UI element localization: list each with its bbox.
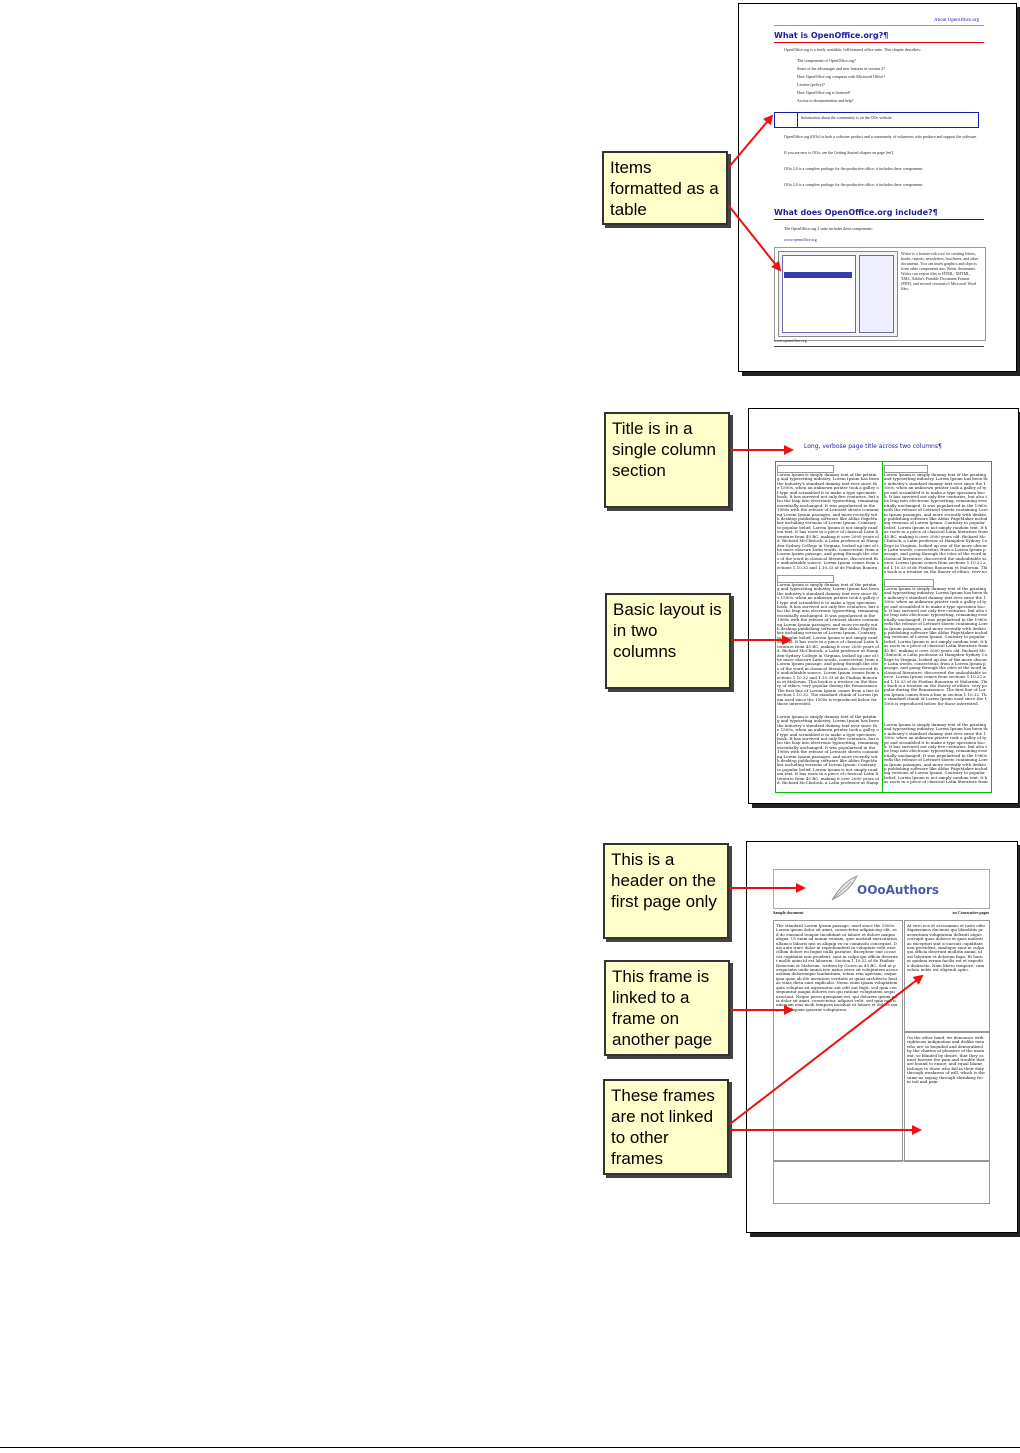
thumb1-header-text: About OpenOffice.org	[934, 18, 980, 23]
thumb1-link[interactable]: www.openoffice.org	[784, 237, 817, 242]
thumb2-right-text-2: Lorem Ipsum is simply dummy text of the printing and typesetting industry. Lorem Ipsum has been the industry's standard dummy text ever since the 1500s, when an unknown printer took a galley of type and scrambled it to make a type specimen book. It has survived not only five centuries, but also the leap into electronic typesetting, remaining essentially unchanged. It was popularised in the 1960s with the release of Letraset sheets containing Lorem Ipsum passages, and more recently with desktop publishing software like Aldus PageMaker including versions of Lorem Ipsum. Contrary to popular belief, Lorem Ipsum is not simply random text. It has roots in a piece of classical Latin literature from 45 BC, making it over 2000 years old. Richard McClintock, a Latin professor at Hampden-Sydney College in Virginia, looked up one of the more obscure Latin words, consectetur, from a Lorem Ipsum passage, and going through the cites of the word in classical literature, discovered the undoubtable source. Lorem Ipsum comes from sections 1.10.32 and 1.10.33 of de Finibus Bonorum et Malorum. This book is a treatise on the theory of ethics, very popular during the Renaissance. The first line of Lorem Ipsum comes from a line in section 1.10.32. The standard chunk of Lorem Ipsum used since the 1500s is reproduced below for those interested.	[884, 587, 988, 706]
arrow-table-1	[729, 116, 772, 167]
thumb1-para-6: The OpenOffice.org 2 suite includes these components:	[784, 226, 873, 231]
callout-frame-linked: This frame is linked to a frame on another page	[604, 960, 730, 1056]
thumb1-note-cell-text: Information about the community is on the OOo website.	[801, 115, 893, 120]
thumb3-right-text-2: On the other hand, we denounce with righteous indignation and dislike men who are so beguiled and demoralized by the charms of pleasure of the moment, so blinded by desire, that they cannot foresee the pain and trouble that are bound to ensue; and equal blame belongs to those who fail in their duty through weakness of will, which is the same as saying through shrinking from toil and pain.	[907, 1036, 985, 1085]
thumb2-right-text-3: Lorem Ipsum is simply dummy text of the printing and typesetting industry. Lorem Ipsum has been the industry's standard dummy text ever since the 1500s, when an unknown printer took a galley of type and scrambled it to make a type specimen book. It has survived not only five centuries, but also the leap into electronic typesetting, remaining essentially unchanged. It was popularised in the 1960s with the release of Letraset sheets containing Lorem Ipsum passages, and more recently with desktop publishing software like Aldus PageMaker including versions of Lorem Ipsum. Contrary to popular belief, Lorem Ipsum is not simply random text. It has roots in a piece of classical Latin literature from	[884, 723, 988, 785]
arrow-not-linked-1	[730, 976, 922, 1124]
list-item: License (policy)?	[797, 82, 825, 87]
list-item: Access to documentation and help?	[797, 98, 854, 103]
thumb2-right-text-1: Lorem Ipsum is simply dummy text of the printing and typesetting industry. Lorem Ipsum has been the industry's standard dummy text ever since the 1500s, when an unknown printer took a galley of type and scrambled it to make a type specimen book. It has survived not only five centuries, but also the leap into electronic typesetting, remaining essentially unchanged. It was popularised in the 1960s with the release of Letraset sheets containing Lorem Ipsum passages, and more recently with desktop publishing software like Aldus PageMaker including versions of Lorem Ipsum. Contrary to popular belief, Lorem Ipsum is not simply random text. It has roots in a piece of classical Latin literature from 45 BC, making it over 2000 years old. Richard McClintock, a Latin professor at Hampden-Sydney College in Virginia, looked up one of the more obscure Latin words, consectetur, from a Lorem Ipsum passage, and going through the cites of the word in classical literature, discovered the undoubtable source. Lorem Ipsum comes from sections 1.10.32 and 1.10.33 of de Finibus Bonorum et Malorum. This book is a treatise on the theory of ethics, very po	[884, 473, 988, 573]
thumb1-heading-1: What is OpenOffice.org?¶	[774, 31, 889, 40]
thumb1-box-text: Writer is a feature-rich tool for creating letters, books, reports, newsletters, brochures, and other documents. You can insert graphics and objects from other components into Writer documents. Writer can export files to HTML, XHTML, XML, Adobe's Portable Document Format (PDF), and several versions of Microsoft Word files.	[901, 251, 979, 291]
thumb1-intro: OpenOffice.org is a freely available, full-featured office suite. This chapter describes:	[784, 47, 921, 52]
callout-header-first-page: This is a header on the first page only	[603, 843, 729, 939]
thumb2-title: Long, verbose page title across two columns¶	[804, 443, 942, 450]
list-item: How OpenOffice.org is licensed?	[797, 90, 851, 95]
arrow-table-2	[729, 206, 780, 270]
thumb1-para-3: If you are new to OOo, see the Getting Started chapter on page [ref].	[784, 150, 894, 155]
page-footer-rule	[0, 1447, 1020, 1448]
thumb1-para-5: OOo 2.0 is a complete package for the productive office; it includes these components:	[784, 182, 924, 187]
thumb3-left-text: The standard Lorem Ipsum passage, used since the 1500s. Lorem ipsum dolor sit amet, consectetur adipisicing elit, sed do eiusmod tempor incididunt ut labore et dolore magna aliqua. Ut enim ad minim veniam, quis nostrud exercitation ullamco laboris nisi ut aliquip ex ea commodo consequat. Duis aute irure dolor in reprehenderit in voluptate velit esse cillum dolore eu fugiat nulla pariatur. Excepteur sint occaecat cupidatat non proident, sunt in culpa qui officia deserunt mollit anim id est laborum. Section 1.10.32 of de Finibus Bonorum et Malorum, written by Cicero in 45 BC. Sed ut perspiciatis unde omnis iste natus error sit voluptatem accusantium doloremque laudantium, totam rem aperiam, eaque ipsa quae ab illo inventore veritatis et quasi architecto beatae vitae dicta sunt explicabo. Nemo enim ipsam voluptatem quia voluptas sit aspernatur aut odit aut fugit, sed quia consequuntur magni dolores eos qui ratione voluptatem sequi nesciunt. Neque porro quisquam est, qui dolorem ipsum quia dolor sit amet, consectetur, adipisci velit, sed quia non numquam eius modi tempora incidunt ut labore et dolore magnam aliquam quaerat voluptatem.	[776, 924, 898, 1012]
thumb3-logo: OOoAuthors	[857, 883, 940, 897]
list-item: Some of the advantages and new features in version 2?	[797, 66, 885, 71]
callout-frames-not-linked: These frames are not linked to other frames	[603, 1079, 729, 1175]
thumb1-heading-2: What does OpenOffice.org include?¶	[774, 208, 938, 217]
thumb2-left-text-2: Lorem Ipsum is simply dummy text of the printing and typesetting industry. Lorem Ipsum has been the industry's standard dummy text ever since the 1500s, when an unknown printer took a galley of type and scrambled it to make a type specimen book. It has survived not only five centuries, but also the leap into electronic typesetting, remaining essentially unchanged. It was popularised in the 1960s with the release of Letraset sheets containing Lorem Ipsum passages, and more recently with desktop publishing software like Aldus PageMaker including versions of Lorem Ipsum. Contrary to popular belief, Lorem Ipsum is not simply random text. It has roots in a piece of classical Latin literature from 45 BC, making it over 2000 years old. Richard McClintock, a Latin professor at Hampden-Sydney College in Virginia, looked up one of the more obscure Latin words, consectetur, from a Lorem Ipsum passage, and going through the cites of the word in classical literature, discovered the undoubtable source. Lorem Ipsum comes from sections 1.10.32 and 1.10.33 of de Finibus Bonorum et Malorum. This book is a treatise on the theory of ethics, very popular during the Renaissance. The first line of Lorem Ipsum comes from a line in section 1.10.32. The standard chunk of Lorem Ipsum used since the 1500s is reproduced below for those interested.	[777, 583, 879, 706]
thumb3-meta-right: on Consecutive pages	[952, 910, 989, 915]
thumb3-meta-left: Sample document	[773, 910, 804, 915]
callout-two-columns: Basic layout is in two columns	[605, 593, 731, 689]
callout-items-table: Items formatted as a table	[602, 151, 728, 225]
list-item: How OpenOffice.org compares with Microsoft Office?	[797, 74, 885, 79]
thumb3-right-text: At vero eos et accusamus et iusto odio dignissimos ducimus qui blanditiis praesentium voluptatum deleniti atque corrupti quos dolores et quas molestias excepturi sint occaecati cupiditate non provident, similique sunt in culpa qui officia deserunt mollitia animi, id est laborum et dolorum fuga. Et harum quidem rerum facilis est et expedita distinctio. Nam libero tempore, cum soluta nobis est eligendi optio.	[907, 924, 985, 973]
thumb2-left-text-3: Lorem Ipsum is simply dummy text of the printing and typesetting industry. Lorem Ipsum has been the industry's standard dummy text ever since the 1500s, when an unknown printer took a galley of type and scrambled it to make a type specimen book. It has survived not only five centuries, but also the leap into electronic typesetting, remaining essentially unchanged. It was popularised in the 1960s with the release of Letraset sheets containing Lorem Ipsum passages, and more recently with desktop publishing software like Aldus PageMaker including versions of Lorem Ipsum. Contrary to popular belief, Lorem Ipsum is not simply random text. It has roots in a piece of classical Latin literature from 45 BC, making it over 2000 years old. Richard McClintock, a Latin professor at Hamp	[777, 715, 879, 785]
callout-title-section: Title is in a single column section	[604, 412, 730, 508]
thumb2-left-text-1: Lorem Ipsum is simply dummy text of the printing and typesetting industry. Lorem Ipsum has been the industry's standard dummy text ever since the 1500s, when an unknown printer took a galley of type and scrambled it to make a type specimen book. It has survived not only five centuries, but also the leap into electronic typesetting, remaining essentially unchanged. It was popularised in the 1960s with the release of Letraset sheets containing Lorem Ipsum passages, and more recently with desktop publishing software like Aldus PageMaker including versions of Lorem Ipsum. Contrary to popular belief, Lorem Ipsum is not simply random text. It has roots in a piece of classical Latin literature from 45 BC, making it over 2000 years old. Richard McClintock, a Latin professor at Hampden-Sydney College in Virginia, looked up one of the more obscure Latin words, consectetur, from a Lorem Ipsum passage, and going through the cites of the word in classical literature, discovered the undoubtable source. Lorem Ipsum comes from sections 1.10.32 and 1.10.33 of de Finibus Bonoru	[777, 473, 879, 569]
list-item: The components of OpenOffice.org?	[797, 58, 856, 63]
thumb1-para-1: OpenOffice.org (OOo) is both a software product and a community of volunteers who produce and support the software.	[784, 134, 978, 139]
thumb1-para-4: OOo 2.0 is a complete package for the productive office; it includes these components:	[784, 166, 924, 171]
thumb1-footer-text: www.openoffice.org	[774, 338, 807, 343]
